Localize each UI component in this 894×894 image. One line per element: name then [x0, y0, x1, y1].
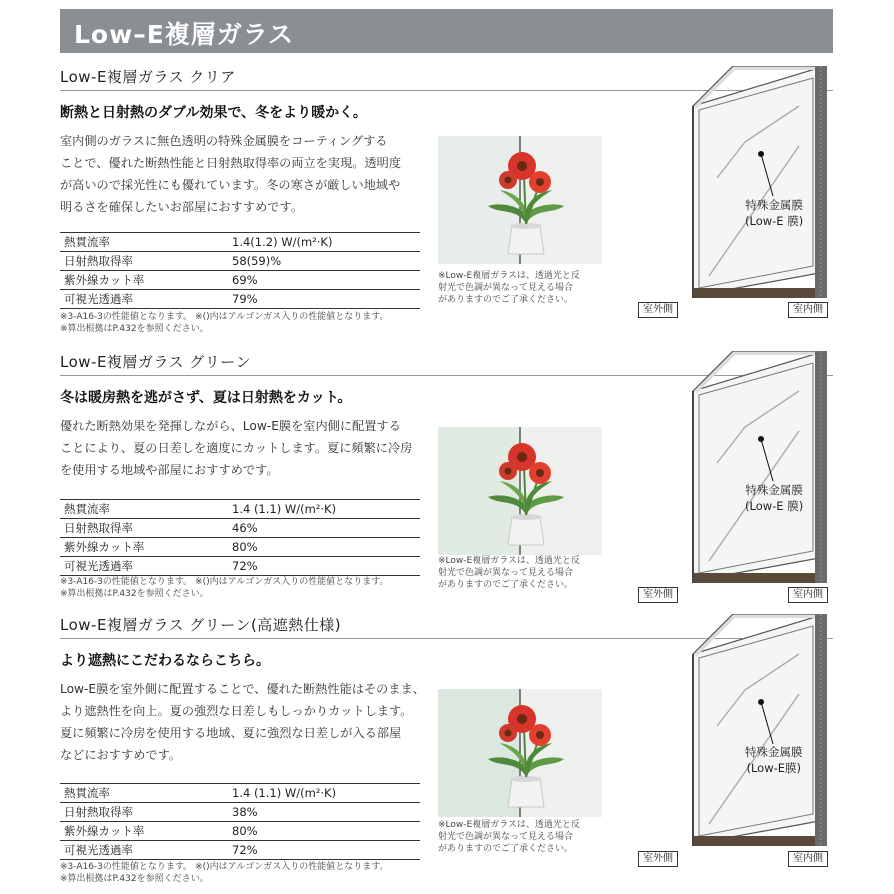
section-title: Low-E複層ガラス グリーン(高遮熱仕様)	[60, 616, 342, 634]
spec-row	[60, 557, 420, 576]
caption-line: ※Low-E複層ガラスは、透過光と反	[438, 556, 580, 566]
spec-value: 72%	[228, 841, 420, 860]
film-label-line: 特殊金属膜	[745, 745, 803, 759]
spec-row	[60, 500, 420, 519]
spec-value: 1.4 (1.1) W/(m²·K)	[228, 500, 420, 519]
spec-row	[60, 822, 420, 841]
description-line: 夏に頻繁に冷房を使用する地域、夏に強烈な日差しが入る部屋	[60, 726, 402, 740]
film-label-line: (Low-E 膜)	[745, 214, 804, 228]
film-label-line: 特殊金属膜	[745, 483, 803, 497]
section-description	[60, 130, 425, 218]
spec-value: 1.4 (1.1) W/(m²·K)	[228, 784, 420, 803]
note-line: ※算出根拠はP.432を参照ください。	[60, 324, 209, 334]
low-e-film-label	[745, 197, 803, 229]
caption-line: がありますのでご了承ください。	[438, 844, 574, 854]
spec-table	[60, 499, 420, 576]
product-section-green-high-shield	[0, 614, 894, 884]
spec-value: 1.4(1.2) W/(m²·K)	[228, 233, 420, 252]
spec-row	[60, 271, 420, 290]
description-line: 室内側のガラスに無色透明の特殊金属膜をコーティングする	[60, 134, 388, 148]
photo-caption	[438, 555, 618, 591]
flower-photo	[438, 136, 602, 264]
spec-label: 可視光透過率	[60, 290, 228, 309]
glass-diagram	[635, 614, 835, 839]
caption-line: 射光で色調が異なって見える場合	[438, 283, 574, 293]
description-line: が高いので採光性にも優れています。冬の寒さが厳しい地域や	[60, 178, 401, 192]
film-label-line: (Low-E膜)	[746, 761, 802, 775]
page-title: Low–E複層ガラス	[74, 20, 295, 49]
spec-label: 可視光透過率	[60, 557, 228, 576]
description-line: ことにより、夏の日差しを適度にカットします。夏に頻繁に冷房	[60, 441, 413, 455]
spec-label: 紫外線カット率	[60, 822, 228, 841]
spec-notes	[60, 861, 389, 885]
spec-value: 79%	[228, 290, 420, 309]
note-line: ※3-A16-3の性能値となります。 ※()内はアルゴンガス入りの性能値となります。	[60, 577, 389, 587]
spec-row	[60, 519, 420, 538]
product-section-clear	[0, 66, 894, 336]
section-headline: より遮熱にこだわるならこちら。	[60, 653, 270, 669]
caption-line: ※Low-E複層ガラスは、透過光と反	[438, 820, 580, 830]
spec-label: 紫外線カット率	[60, 538, 228, 557]
spec-label: 日射熱取得率	[60, 252, 228, 271]
glass-diagram	[635, 351, 835, 576]
page-banner	[60, 9, 833, 53]
spec-value: 38%	[228, 803, 420, 822]
glass-diagram	[635, 66, 835, 291]
photo-caption	[438, 819, 618, 855]
section-description	[60, 415, 425, 481]
spec-row	[60, 841, 420, 860]
section-title: Low-E複層ガラス クリア	[60, 68, 236, 86]
indoor-side-label: 室内側	[788, 851, 828, 867]
outdoor-side-label: 室外側	[638, 851, 678, 867]
spec-row	[60, 784, 420, 803]
section-headline: 冬は暖房熱を逃がさず、夏は日射熱をカット。	[60, 390, 352, 406]
film-label-line: 特殊金属膜	[745, 198, 803, 212]
spec-value: 46%	[228, 519, 420, 538]
spec-value: 58(59)%	[228, 252, 420, 271]
outdoor-side-label: 室外側	[638, 587, 678, 603]
spec-table	[60, 783, 420, 860]
spec-label: 熱貫流率	[60, 500, 228, 519]
spec-value: 72%	[228, 557, 420, 576]
section-description	[60, 678, 425, 766]
caption-line: がありますのでご了承ください。	[438, 580, 574, 590]
description-line: 優れた断熱効果を発揮しながら、Low-E膜を室内側に配置する	[60, 419, 401, 433]
spec-row	[60, 803, 420, 822]
note-line: ※算出根拠はP.432を参照ください。	[60, 589, 209, 599]
description-line: Low-E膜を室外側に配置することで、優れた断熱性能はそのまま、	[60, 682, 425, 696]
spec-row	[60, 233, 420, 252]
note-line: ※3-A16-3の性能値となります。 ※()内はアルゴンガス入りの性能値となります。	[60, 862, 389, 872]
spec-row	[60, 252, 420, 271]
spec-notes	[60, 576, 389, 600]
film-label-line: (Low-E 膜)	[745, 499, 804, 513]
spec-value: 80%	[228, 822, 420, 841]
description-line: などにおすすめです。	[60, 748, 182, 762]
description-line: を使用する地域や部屋におすすめです。	[60, 463, 279, 477]
indoor-side-label: 室内側	[788, 587, 828, 603]
spec-label: 日射熱取得率	[60, 519, 228, 538]
indoor-side-label: 室内側	[788, 302, 828, 318]
spec-label: 紫外線カット率	[60, 271, 228, 290]
description-line: ことで、優れた断熱性能と日射熱取得率の両立を実現。透明度	[60, 156, 402, 170]
spec-label: 熱貫流率	[60, 233, 228, 252]
caption-line: 射光で色調が異なって見える場合	[438, 832, 574, 842]
spec-label: 熱貫流率	[60, 784, 228, 803]
photo-caption	[438, 270, 618, 306]
outdoor-side-label: 室外側	[638, 302, 678, 318]
spec-notes	[60, 311, 389, 335]
low-e-film-label	[745, 744, 803, 776]
note-line: ※算出根拠はP.432を参照ください。	[60, 874, 209, 884]
spec-table	[60, 232, 420, 309]
description-line: 明るさを確保したいお部屋におすすめです。	[60, 200, 303, 214]
spec-value: 69%	[228, 271, 420, 290]
spec-label: 可視光透過率	[60, 841, 228, 860]
spec-value: 80%	[228, 538, 420, 557]
section-title: Low-E複層ガラス グリーン	[60, 353, 251, 371]
low-e-film-label	[745, 482, 803, 514]
spec-label: 日射熱取得率	[60, 803, 228, 822]
caption-line: がありますのでご了承ください。	[438, 295, 574, 305]
caption-line: ※Low-E複層ガラスは、透過光と反	[438, 271, 580, 281]
section-headline: 断熱と日射熱のダブル効果で、冬をより暖かく。	[60, 105, 367, 121]
flower-photo	[438, 689, 602, 817]
spec-row	[60, 290, 420, 309]
note-line: ※3-A16-3の性能値となります。 ※()内はアルゴンガス入りの性能値となります。	[60, 312, 389, 322]
caption-line: 射光で色調が異なって見える場合	[438, 568, 574, 578]
product-section-green	[0, 351, 894, 621]
spec-row	[60, 538, 420, 557]
description-line: より遮熱性を向上。夏の強烈な日差しもしっかりカットします。	[60, 704, 413, 718]
flower-photo	[438, 427, 602, 555]
